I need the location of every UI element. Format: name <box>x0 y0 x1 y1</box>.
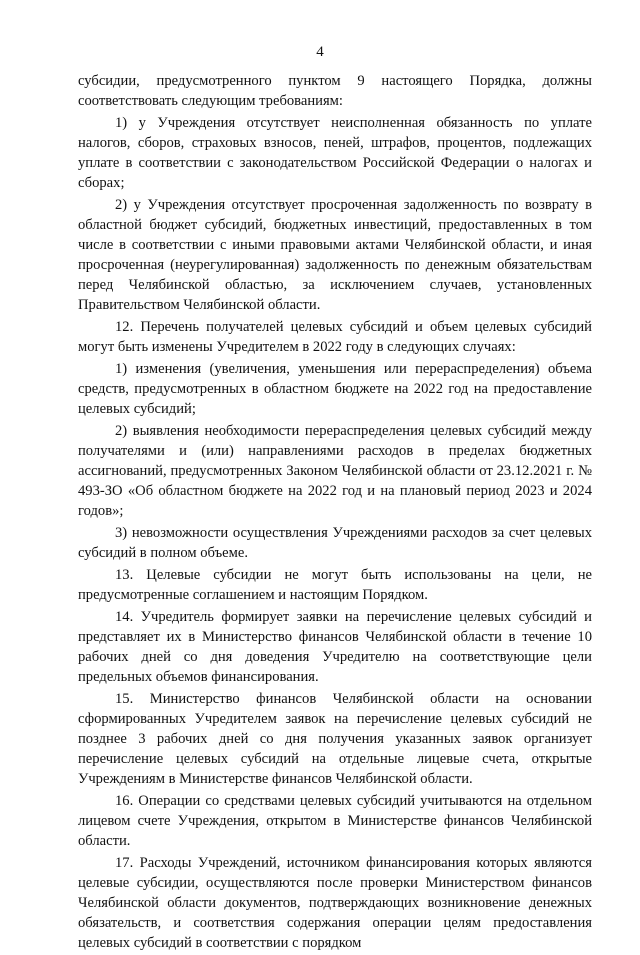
paragraph-requirement-2: 2) у Учреждения отсутствует просроченная задолженность по возврату в областной бюджет субсидий, бюджетных инвестиций, предоставленных в том числе в соответствии с иными правовыми актами Челябинской области, и иная просроченная (неурегулированная) задолженность по денежным обязательствам перед Челябинской областью, за исключением случаев, установленных Правительством Челябинской области. <box>78 197 592 313</box>
paragraph-clause-17: 17. Расходы Учреждений, источником финансирования которых являются целевые субсидии, осуществляются после проверки Министерством финансов Челябинской области документов, подтверждающих возникновение денежных обязательств, и соответствия содержания операции целям предоставления целевых субсидий в соответствии с порядком <box>78 855 592 951</box>
paragraph-case-2: 2) выявления необходимости перераспределения целевых субсидий между получателями и (или) направлениями расходов в пределах бюджетных ассигнований, предусмотренных Законом Челябинской области от 23.12.2021 г. № 493-ЗО «Об областном бюджете на 2022 год и на плановый период 2023 и 2024 годов»; <box>78 423 592 519</box>
paragraph-clause-15: 15. Министерство финансов Челябинской области на основании сформированных Учредителем заявок на перечисление целевых субсидий не позднее 3 рабочих дней со дня получения указанных заявок организует перечисление целевых субсидий на отдельные лицевые счета, открытые Учреждениям в Министерстве финансов Челябинской области. <box>78 691 592 787</box>
page-number: 4 <box>316 44 324 60</box>
paragraph-intro: субсидии, предусмотренного пунктом 9 настоящего Порядка, должны соответствовать следующим требованиям: <box>78 73 592 109</box>
paragraph-case-3: 3) невозможности осуществления Учреждениями расходов за счет целевых субсидий в полном объеме. <box>78 525 592 561</box>
document-body <box>78 71 592 955</box>
paragraph-clause-13: 13. Целевые субсидии не могут быть использованы на цели, не предусмотренные соглашением и настоящим Порядком. <box>78 567 592 603</box>
paragraph-requirement-1: 1) у Учреждения отсутствует неисполненная обязанность по уплате налогов, сборов, страховых взносов, пеней, штрафов, процентов, подлежащих уплате в соответствии с законодательством Российской Федерации о налогах и сборах; <box>78 115 592 191</box>
paragraph-case-1: 1) изменения (увеличения, уменьшения или перераспределения) объема средств, предусмотренных в областном бюджете на 2022 год на предоставление целевых субсидий; <box>78 361 592 417</box>
paragraph-clause-14: 14. Учредитель формирует заявки на перечисление целевых субсидий и представляет их в Министерство финансов Челябинской области в течение 10 рабочих дней со дня доведения Учредителю на соответствующие цели предельных объемов финансирования. <box>78 609 592 685</box>
paragraph-clause-16: 16. Операции со средствами целевых субсидий учитываются на отдельном лицевом счете Учреждения, открытом в Министерстве финансов Челябинской области. <box>78 793 592 849</box>
paragraph-clause-12: 12. Перечень получателей целевых субсидий и объем целевых субсидий могут быть изменены Учредителем в 2022 году в следующих случаях: <box>78 319 592 355</box>
